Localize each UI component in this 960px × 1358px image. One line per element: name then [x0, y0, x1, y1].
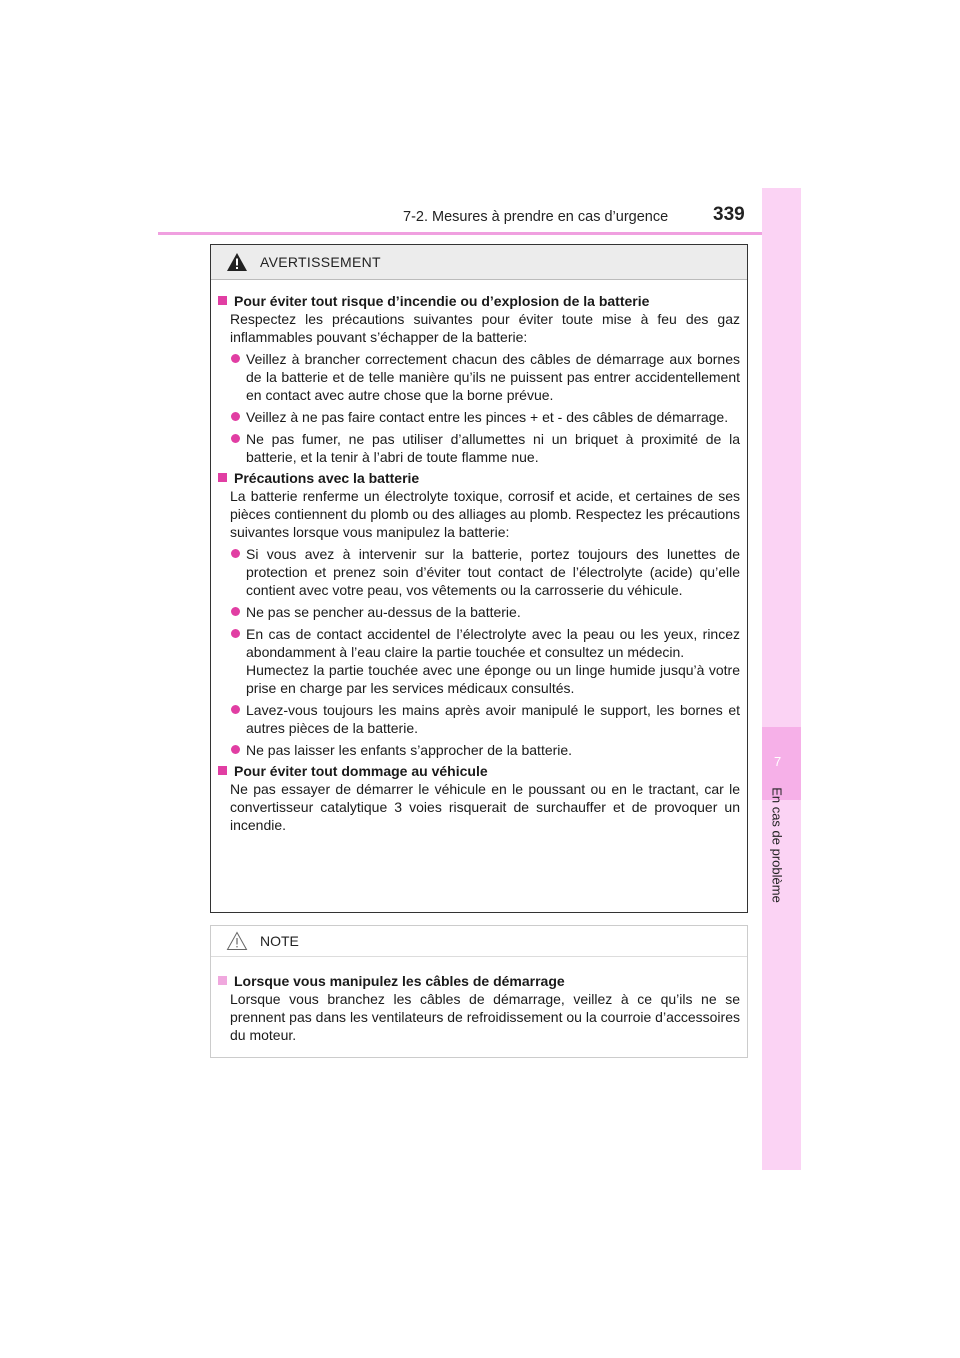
note-heading-text: Lorsque vous manipulez les câbles de démarrage: [234, 973, 565, 989]
bullet-dot-icon: [231, 549, 240, 558]
list-item-text: [246, 625, 740, 697]
bullet-dot-icon: [231, 629, 240, 638]
note-text: Lorsque vous branchez les câbles de démarrage, veillez à ce qu’ils ne se prennent pas dans les ventilateurs de refroidissement ou la courroie d’accessoires du moteur.: [230, 991, 740, 1043]
bullet-dot-icon: [231, 434, 240, 443]
section-heading-text: Pour éviter tout dommage au véhicule: [234, 763, 488, 779]
chapter-side-tab: [762, 188, 801, 1170]
square-bullet-icon: [218, 296, 227, 305]
list-item-text: Lavez-vous toujours les mains après avoir manipulé le support, les bornes et autres pièces de la batterie.: [246, 702, 740, 736]
list-item-text: Ne pas fumer, ne pas utiliser d’allumettes ni un briquet à proximité de la batterie, et la tenir à l’abri de toute flamme nue.: [246, 431, 740, 465]
warning-icon: [226, 252, 248, 272]
chapter-title: En cas de problème: [769, 787, 785, 903]
list-item-text: Veillez à brancher correctement chacun des câbles de démarrage aux bornes de la batterie et de telle manière qu’ils ne puissent pas entrer accidentellement en contact avec autre chose que la borne prévue.: [246, 351, 740, 403]
list-item-text: Veillez à ne pas faire contact entre les pinces + et - des câbles de démarrage.: [246, 409, 729, 425]
list-item: [230, 741, 740, 759]
note-title: NOTE: [260, 933, 299, 949]
list-item-text-main: En cas de contact accidentel de l’électrolyte avec la peau ou les yeux, rincez abondamment à l’eau claire la partie touchée et consultez un médecin.: [246, 626, 740, 660]
note-body: [211, 957, 747, 1044]
warning-title: AVERTISSEMENT: [260, 254, 381, 270]
section-heading-text: Pour éviter tout risque d’incendie ou d’explosion de la batterie: [234, 293, 650, 309]
list-item: [230, 701, 740, 737]
bullet-dot-icon: [231, 745, 240, 754]
list-item: [230, 350, 740, 404]
page-number: 339: [713, 204, 745, 225]
section-heading: [218, 469, 740, 487]
list-item-text-extra: Humectez la partie touchée avec une éponge ou un linge humide jusqu’à votre prise en charge par les services médicaux consultés.: [246, 662, 740, 696]
list-item: [230, 430, 740, 466]
note-heading: [218, 972, 740, 990]
chapter-number: 7: [774, 754, 782, 769]
section-heading: [218, 762, 740, 780]
warning-box: [210, 244, 748, 913]
section-label: 7-2. Mesures à prendre en cas d’urgence: [403, 209, 669, 225]
section-intro: La batterie renferme un électrolyte toxique, corrosif et acide, et certaines de ses pièces contiennent du plomb ou des alliages au plomb. Respectez les précautions suivantes lorsque vous manipulez la batterie:: [230, 488, 740, 540]
bullet-dot-icon: [231, 354, 240, 363]
header-rule: [158, 232, 800, 235]
bullet-dot-icon: [231, 412, 240, 421]
list-item-text: Si vous avez à intervenir sur la batterie, portez toujours des lunettes de protection et prenez soin d’éviter tout contact de l’électrolyte (acide) qu’elle contient avec votre peau, vos vêtements ou la carrosserie du véhicule.: [246, 546, 740, 598]
section-heading: [218, 292, 740, 310]
section-intro: Respectez les précautions suivantes pour éviter toute mise à feu des gaz inflammables pouvant s’échapper de la batterie:: [230, 311, 740, 345]
caution-icon: [226, 931, 248, 951]
list-item-text: Ne pas laisser les enfants s’approcher de la batterie.: [246, 742, 573, 758]
list-item: [230, 408, 740, 426]
square-bullet-icon: [218, 766, 227, 775]
warning-header: [211, 245, 747, 280]
note-box: [210, 925, 748, 1058]
list-item: [230, 625, 740, 697]
note-header: [211, 926, 747, 957]
square-bullet-icon: [218, 976, 227, 985]
list-item: [230, 545, 740, 599]
list-item: [230, 603, 740, 621]
square-bullet-icon: [218, 473, 227, 482]
bullet-dot-icon: [231, 607, 240, 616]
warning-body: [211, 280, 747, 834]
bullet-dot-icon: [231, 705, 240, 714]
section-intro: Ne pas essayer de démarrer le véhicule en le poussant ou en le tractant, car le convertisseur catalytique 3 voies risquerait de surchauffer et de provoquer un incendie.: [230, 781, 740, 833]
section-heading-text: Précautions avec la batterie: [234, 470, 420, 486]
list-item-text: Ne pas se pencher au-dessus de la batterie.: [246, 604, 521, 620]
